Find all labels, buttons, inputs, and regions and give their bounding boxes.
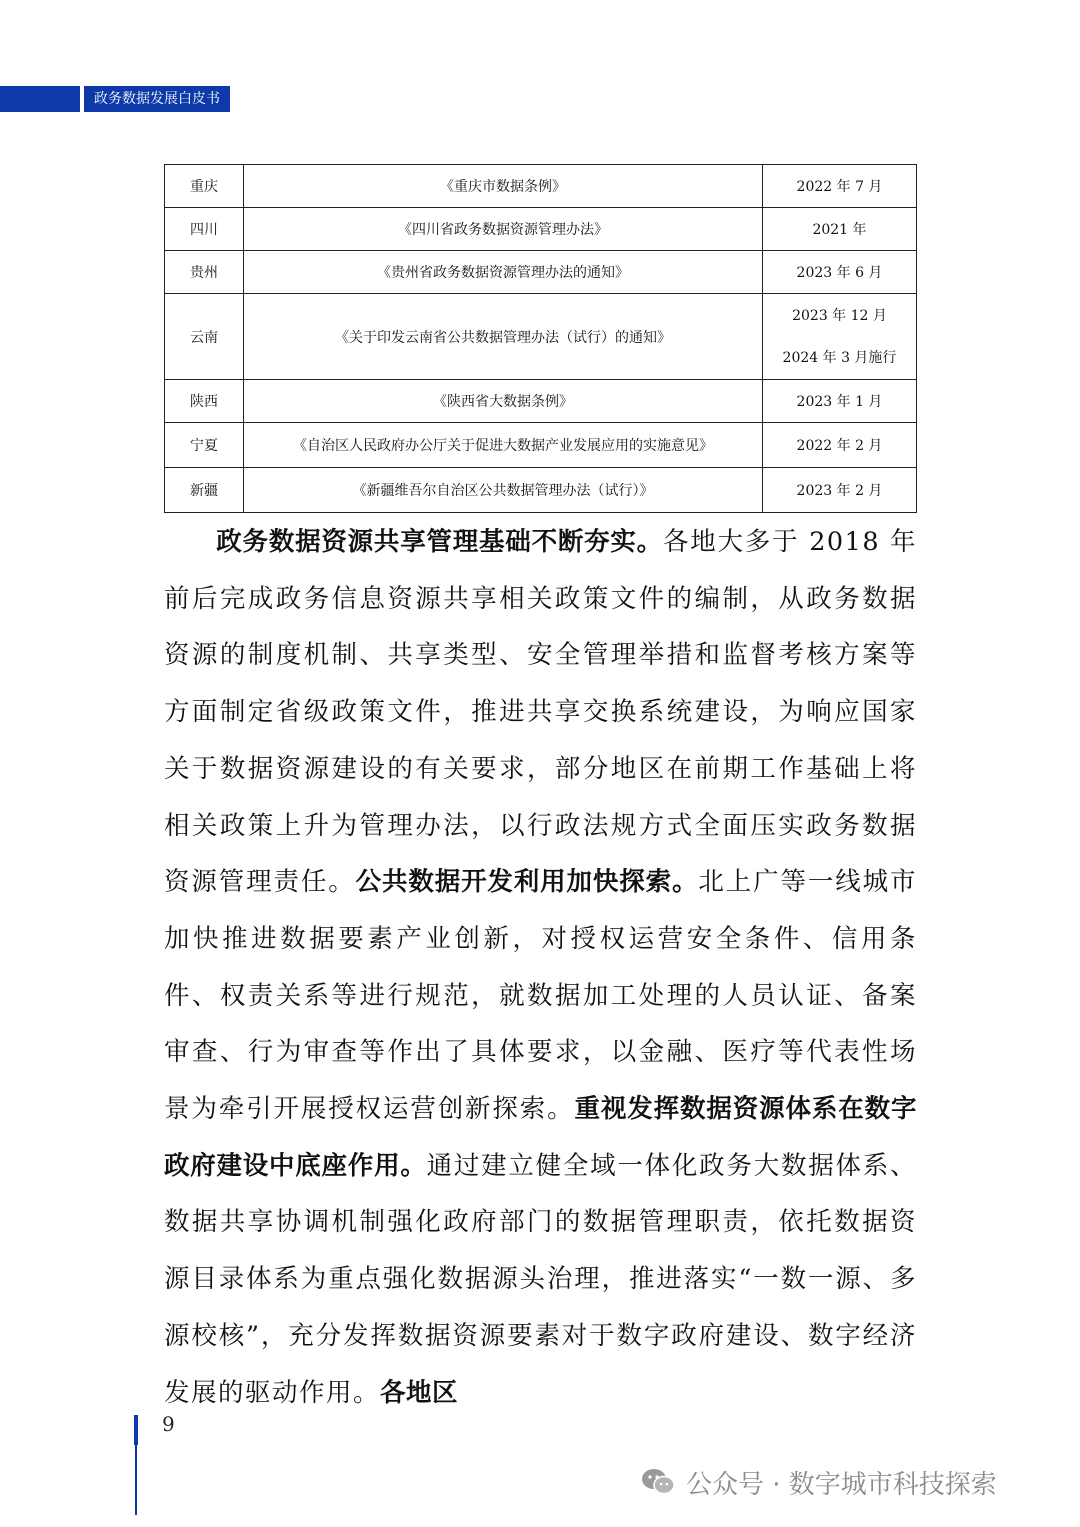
watermark-text: 公众号 · 数字城市科技探索 — [686, 1469, 997, 1500]
paragraph-text: 各地大多于 2018 年前后完成政务信息资源共享相关政策文件的编制，从政务数据资源的制度机制、共享类型、安全管理举措和监督考核方案等方面制定省级政策文件，推进共享交换系统建设，为响应国家关于数据资源建设的有关要求，部分地区在前期工作基础上将相关政策上升为管理办法，以行政法规方式全面压实政务数据资源管理责任。 — [164, 527, 917, 898]
document-cell: 《陕西省大数据条例》 — [244, 380, 763, 423]
document-cell: 《重庆市数据条例》 — [244, 165, 763, 208]
page-side-rule — [135, 1445, 137, 1515]
table-row — [165, 380, 917, 423]
page-number: 9 — [162, 1412, 175, 1436]
province-cell: 宁夏 — [165, 423, 244, 468]
date-line: 2024 年 3 月施行 — [782, 349, 897, 366]
table-row — [165, 294, 917, 380]
date-cell: 2023 年 2 月 — [763, 468, 917, 513]
watermark — [640, 1462, 997, 1502]
date-cell: 2022 年 2 月 — [763, 423, 917, 468]
document-cell: 《贵州省政务数据资源管理办法的通知》 — [244, 251, 763, 294]
header-title: 政务数据发展白皮书 — [84, 86, 230, 112]
date-cell: 2023 年 1 月 — [763, 380, 917, 423]
document-cell: 《四川省政务数据资源管理办法》 — [244, 208, 763, 251]
section-heading: 各地区 — [380, 1377, 459, 1408]
paragraph-text: 北上广等一线城市加快推进数据要素产业创新，对授权运营安全条件、信用条件、权责关系等进行规范，就数据加工处理的人员认证、备案审查、行为审查等作出了具体要求，以金融、医疗等代表性场景为牵引开展授权运营创新探索。 — [164, 867, 917, 1125]
province-cell: 新疆 — [165, 468, 244, 513]
document-cell: 《自治区人民政府办公厅关于促进大数据产业发展应用的实施意见》 — [244, 423, 763, 468]
section-heading: 重视发挥数据资源体系在数字政府建设中底座作用。 — [164, 1094, 917, 1181]
date-cell: 2022 年 7 月 — [763, 165, 917, 208]
province-cell: 陕西 — [165, 380, 244, 423]
section-heading: 公共数据开发利用加快探索。 — [355, 867, 699, 898]
table-row — [165, 468, 917, 513]
table-row — [165, 165, 917, 208]
date-cell: 2023 年 6 月 — [763, 251, 917, 294]
section-heading: 政务数据资源共享管理基础不断夯实。 — [216, 527, 663, 557]
province-cell: 贵州 — [165, 251, 244, 294]
table-row — [165, 423, 917, 468]
date-cell: 2021 年 — [763, 208, 917, 251]
document-cell: 《关于印发云南省公共数据管理办法（试行）的通知》 — [244, 294, 763, 380]
paragraph-text: 通过建立健全域一体化政务大数据体系、数据共享协调机制强化政府部门的数据管理职责，依托数据资源目录体系为重点强化数据源头治理，推进落实“一数一源、多源校核”，充分发挥数据资源要素对于数字政府建设、数字经济发展的驱动作用。 — [164, 1150, 917, 1408]
date-line: 2023 年 12 月 — [792, 307, 887, 324]
page-number-rule — [134, 1415, 138, 1445]
wechat-icon — [640, 1466, 676, 1498]
date-cell — [763, 294, 917, 380]
header-accent-bar — [0, 86, 80, 112]
document-cell: 《新疆维吾尔自治区公共数据管理办法（试行）》 — [244, 468, 763, 513]
province-cell: 云南 — [165, 294, 244, 380]
regulations-table — [164, 164, 917, 513]
table-row — [165, 251, 917, 294]
province-cell: 重庆 — [165, 165, 244, 208]
province-cell: 四川 — [165, 208, 244, 251]
table-row — [165, 208, 917, 251]
body-paragraph — [164, 514, 917, 1421]
